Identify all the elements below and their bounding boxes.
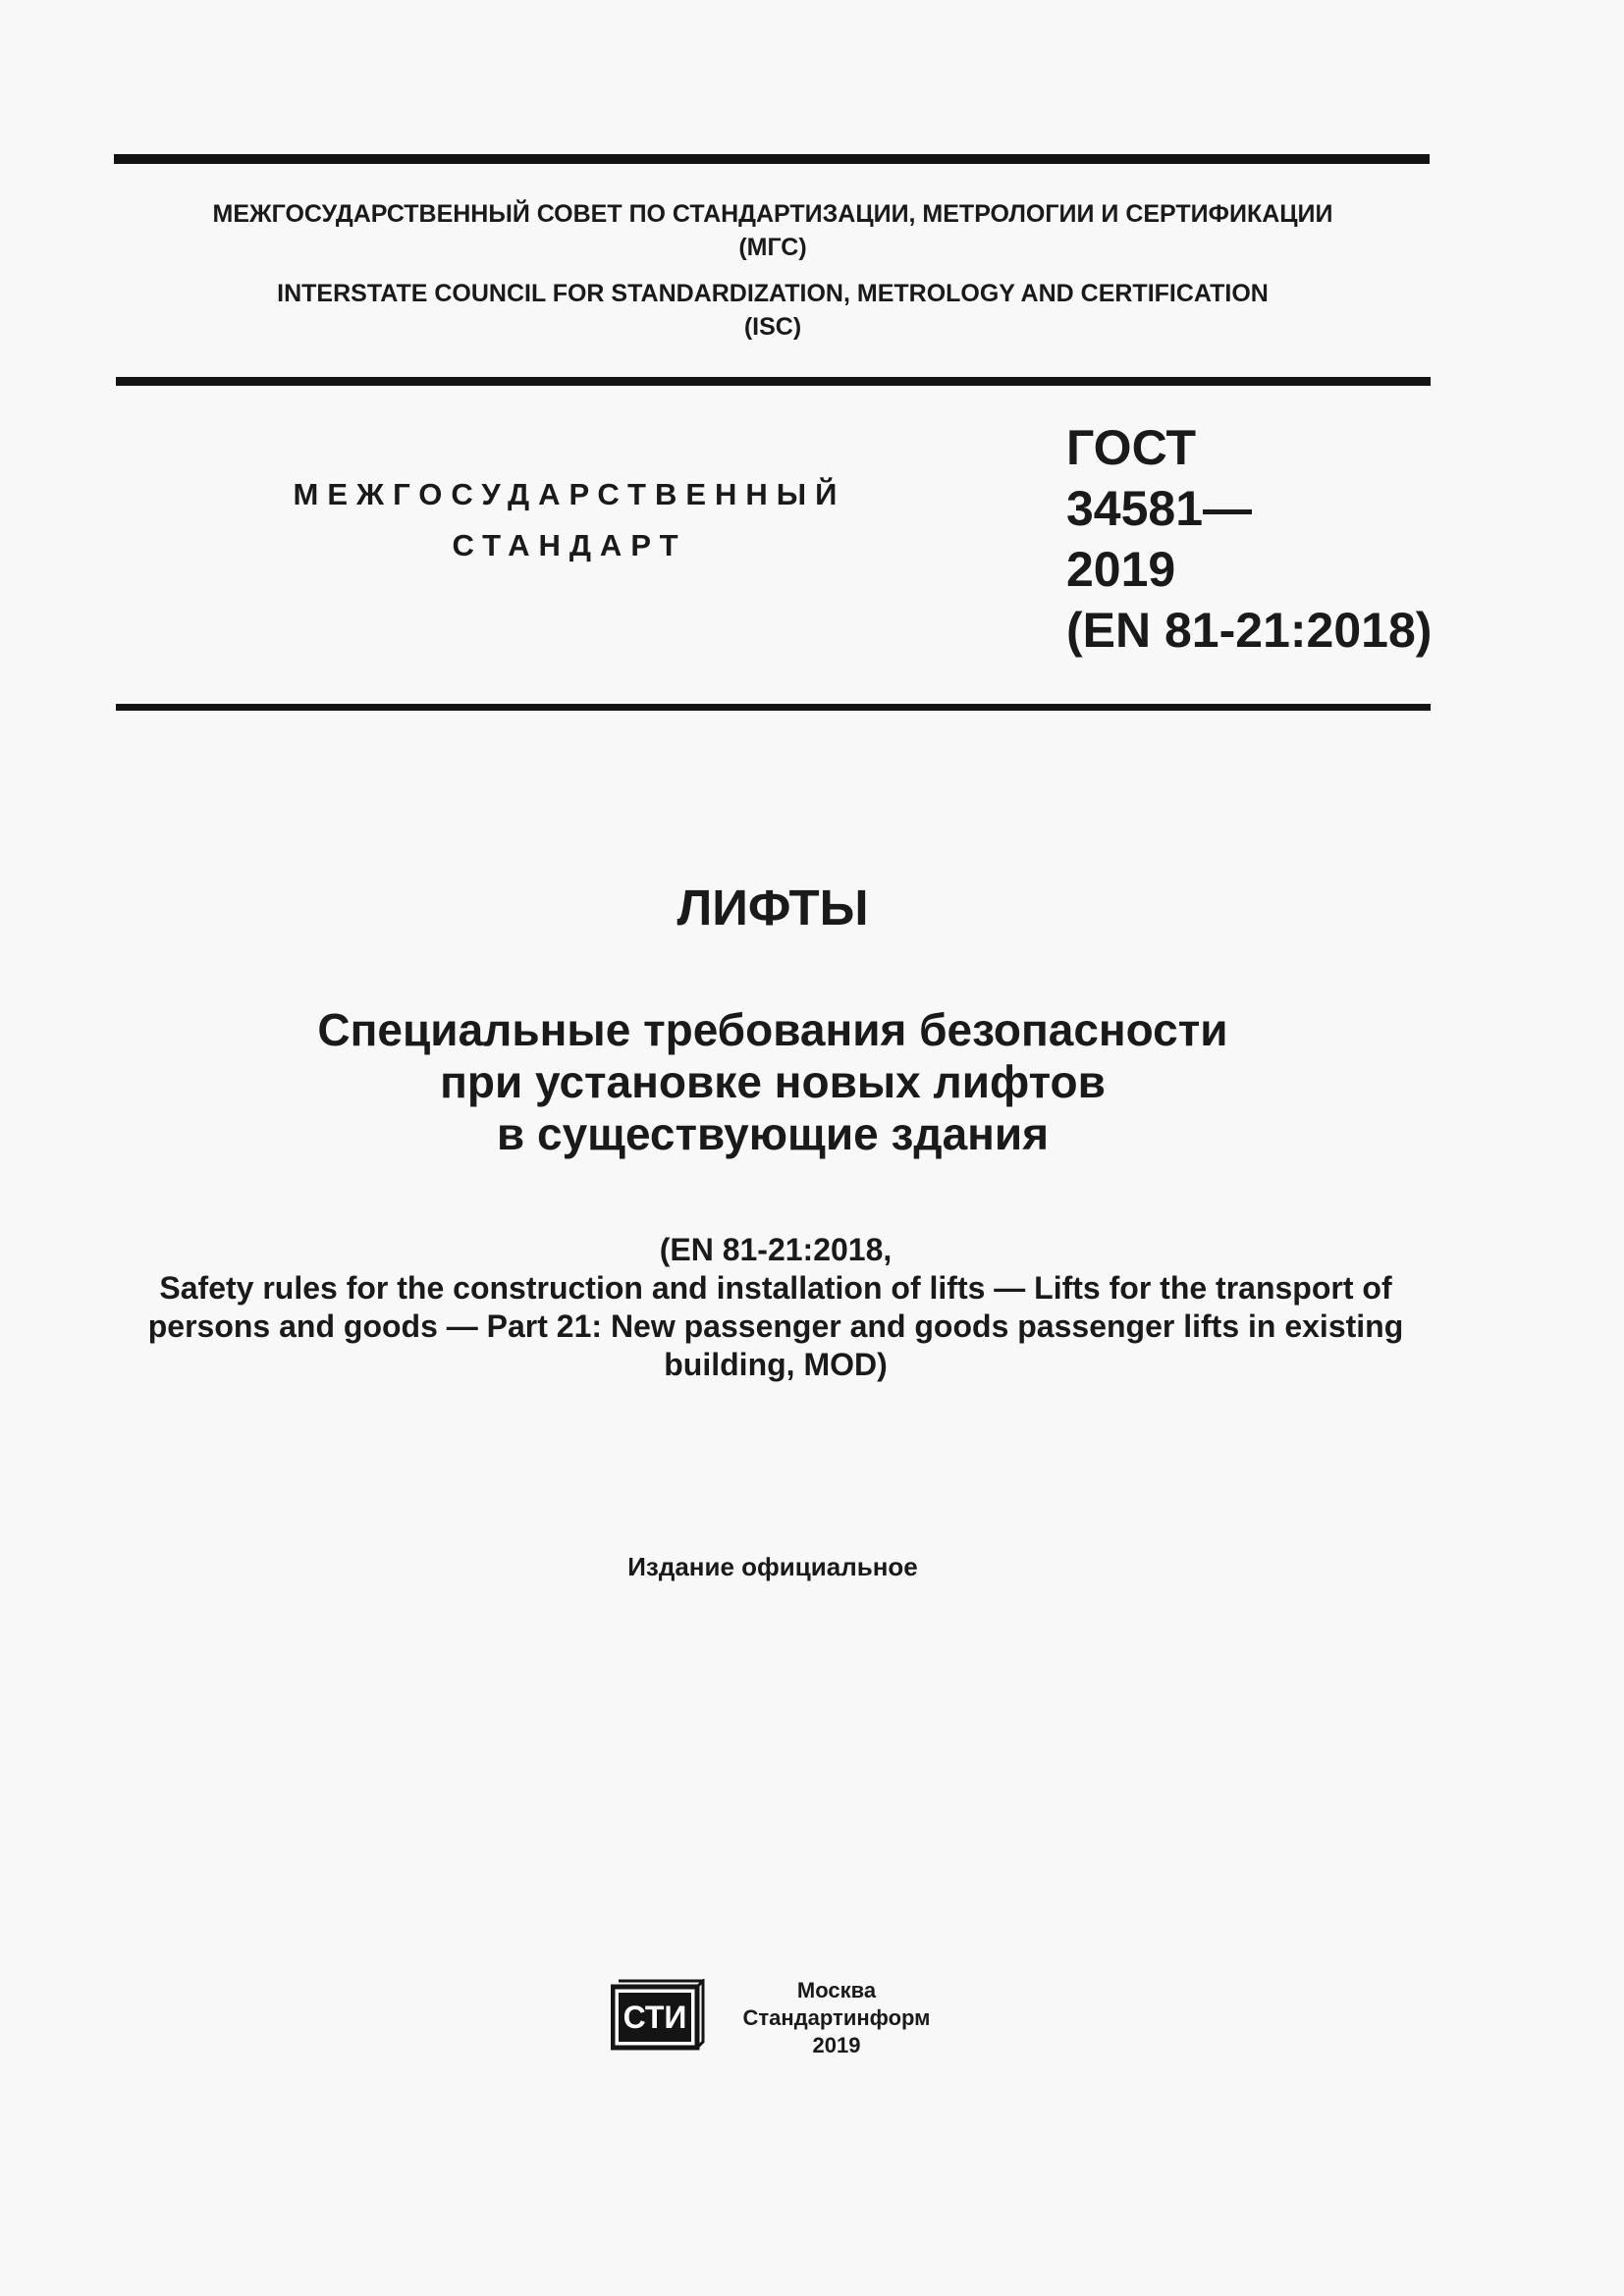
reference-line-4: building, MOD)	[664, 1347, 888, 1382]
reference-line-2: Safety rules for the construction and installation of lifts — Lifts for the transport of	[159, 1270, 1392, 1306]
standard-type-line-1: МЕЖГОСУДАРСТВЕННЫЙ	[293, 477, 846, 511]
logo-text: СТИ	[623, 2000, 687, 2035]
document-title: ЛИФТЫ	[677, 880, 869, 935]
designation-line-4: (EN 81-21:2018)	[1066, 603, 1433, 658]
reference-line-1: (EN 81-21:2018,	[659, 1232, 893, 1267]
council-name-en: INTERSTATE COUNCIL FOR STANDARDIZATION, METROLOGY AND CERTIFICATION	[277, 280, 1269, 307]
standard-type-line-2: СТАНДАРТ	[452, 528, 687, 562]
designation-line-1: ГОСТ	[1066, 420, 1196, 475]
council-abbr-ru: (МГС)	[738, 234, 807, 261]
header-rule	[116, 377, 1431, 386]
subtitle-line-1: Специальные требования безопасности	[317, 1004, 1228, 1055]
reference-line-3: persons and goods — Part 21: New passenger and goods passenger lifts in existing	[147, 1308, 1404, 1344]
publisher-block	[731, 1977, 943, 2059]
standartinform-logo-icon	[611, 1979, 705, 2054]
subtitle-line-3: в существующие здания	[496, 1108, 1050, 1159]
publisher-city: Москва	[796, 1978, 877, 2002]
council-abbr-en: (ISC)	[743, 313, 802, 341]
council-name-ru: МЕЖГОСУДАРСТВЕННЫЙ СОВЕТ ПО СТАНДАРТИЗАЦИИ, МЕТРОЛОГИИ И СЕРТИФИКАЦИИ	[212, 200, 1333, 228]
designation-line-2: 34581—	[1066, 481, 1253, 536]
top-rule	[114, 154, 1430, 164]
standard-type	[245, 469, 893, 571]
edition-label: Издание официальное	[627, 1552, 918, 1581]
document-subtitle	[0, 1004, 1545, 1160]
subtitle-line-2: при установке новых лифтов	[440, 1056, 1106, 1107]
designation-line-3: 2019	[1066, 542, 1176, 597]
gost-designation	[1066, 417, 1432, 661]
publisher-name: Стандартинформ	[742, 2005, 931, 2030]
publisher-year: 2019	[812, 2033, 861, 2057]
reference-standard	[88, 1231, 1463, 1384]
designation-rule	[116, 704, 1431, 711]
